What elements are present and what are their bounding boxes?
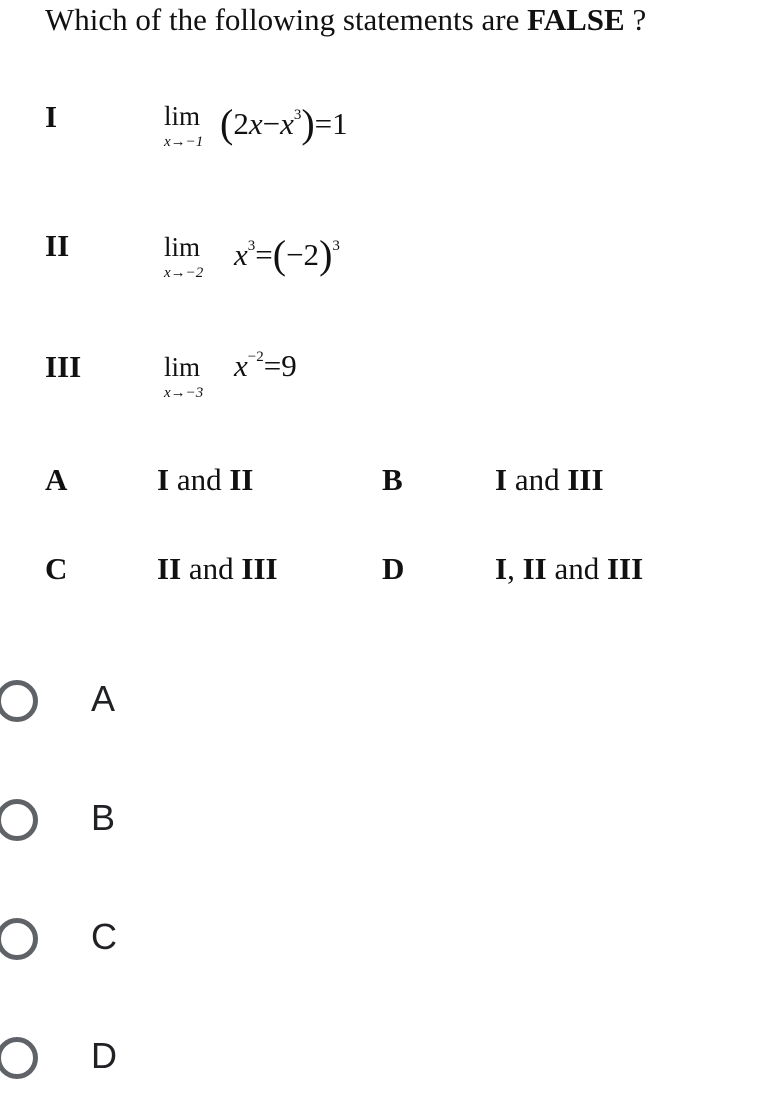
question-emphasis: FALSE <box>527 2 625 37</box>
choice-label: D <box>91 1035 117 1076</box>
choice-c[interactable] <box>0 918 765 998</box>
choice-label: A <box>91 678 116 719</box>
lim-symbol: lim <box>164 232 201 262</box>
statement-1 <box>0 95 765 175</box>
lim-symbol: lim <box>164 101 201 131</box>
statement-3 <box>0 346 765 426</box>
option-text-d: I, II and III <box>495 551 644 586</box>
option-letter-d: D <box>382 551 405 586</box>
choice-label: C <box>91 916 117 957</box>
radio-button[interactable] <box>0 799 38 841</box>
option-text-c: II and III <box>157 551 278 586</box>
choice-label: B <box>91 797 116 838</box>
statement-numeral: I <box>45 99 58 134</box>
question-prefix: Which of the following statements are <box>45 2 528 37</box>
lim-symbol: lim <box>164 352 201 382</box>
limit-expression: $(2x-x^3)=1$ <box>220 101 348 146</box>
question-suffix: ? <box>624 2 647 37</box>
options-row-2 <box>0 551 765 601</box>
lim-subscript: x→−1 <box>164 134 204 150</box>
radio-button[interactable] <box>0 1037 38 1079</box>
radio-button[interactable] <box>0 680 38 722</box>
option-letter-c: C <box>45 551 68 586</box>
option-letter-a: A <box>45 462 68 497</box>
limit-expression: $x^3=(-2)^3$ <box>234 232 340 277</box>
options-row-1 <box>0 462 765 512</box>
lim-subscript: x→−3 <box>164 385 204 401</box>
option-letter-b: B <box>382 462 403 497</box>
choice-d[interactable] <box>0 1037 765 1117</box>
choice-b[interactable] <box>0 799 765 879</box>
limit-expression: $x^{-2}=9$ <box>234 348 297 383</box>
option-text-a: I and II <box>157 462 254 497</box>
statement-numeral: III <box>45 349 82 384</box>
choice-a[interactable] <box>0 680 765 760</box>
option-text-b: I and III <box>495 462 604 497</box>
lim-subscript: x→−2 <box>164 265 204 281</box>
statement-2 <box>0 226 765 306</box>
radio-button[interactable] <box>0 918 38 960</box>
statement-numeral: II <box>45 228 70 263</box>
question-text <box>45 2 646 38</box>
